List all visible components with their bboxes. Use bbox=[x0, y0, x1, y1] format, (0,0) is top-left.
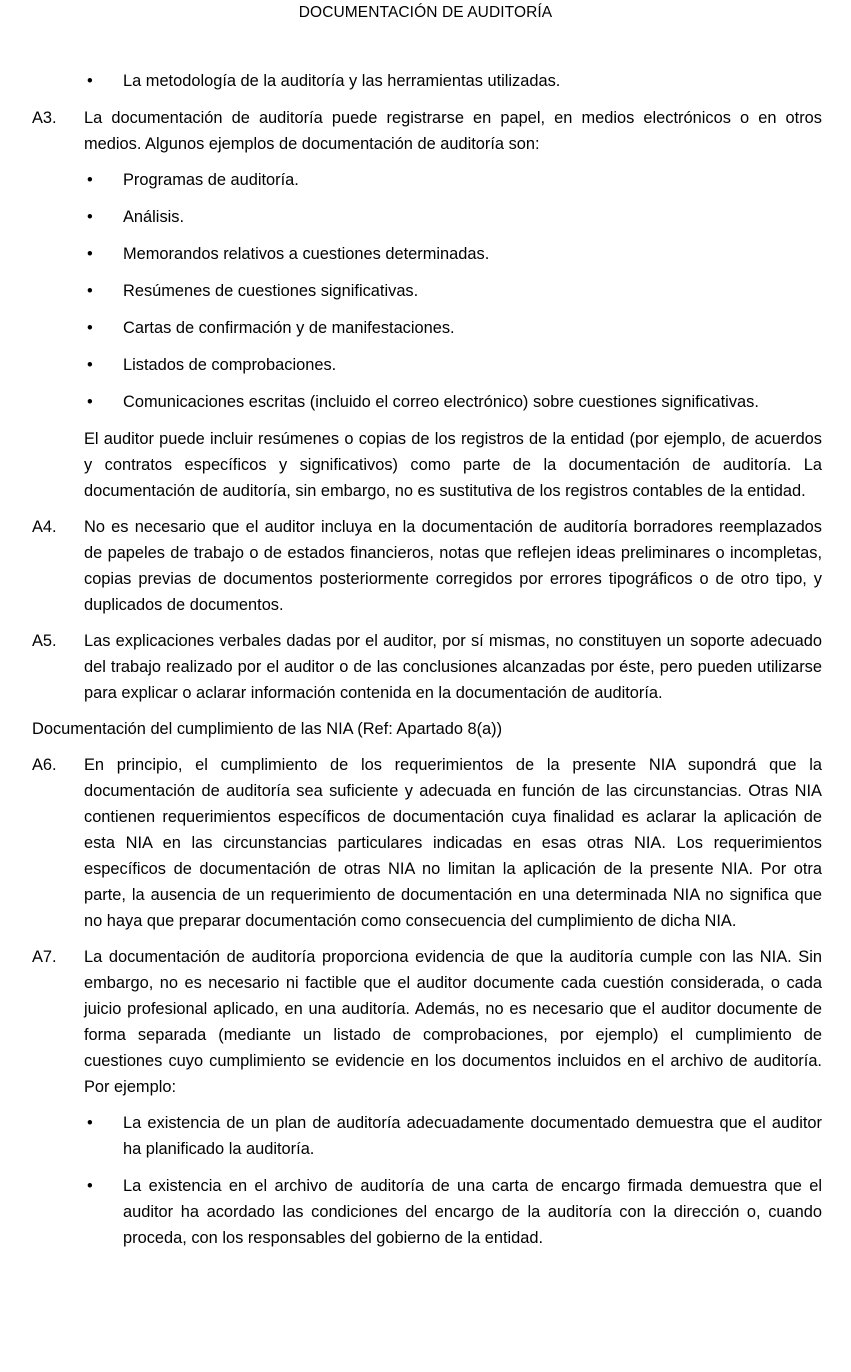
paragraph-number: A6. bbox=[32, 756, 57, 774]
bullet-text: La existencia de un plan de auditoría adecuadamente documentado demuestra que el auditor ha planificado la auditoría. bbox=[123, 1114, 822, 1158]
document-body bbox=[32, 68, 822, 1262]
paragraph-a5 bbox=[32, 628, 822, 706]
paragraph-text: No es necesario que el auditor incluya en la documentación de auditoría borradores reemplazados de papeles de trabajo o de estados financieros, notas que reflejen ideas preliminares o incompletas, copias previas de documentos posteriormente corregidos por errores tipográficos o de otro tipo, y duplicados de documentos. bbox=[84, 518, 822, 614]
bullet-icon: • bbox=[87, 1177, 93, 1195]
bullet-icon: • bbox=[87, 356, 93, 374]
a3-bullet-item bbox=[32, 241, 822, 267]
section-heading bbox=[32, 716, 822, 742]
page-header-title: DOCUMENTACIÓN DE AUDITORÍA bbox=[298, 4, 553, 21]
paragraph-number: A7. bbox=[32, 948, 57, 966]
bullet-icon: • bbox=[87, 245, 93, 263]
bullet-icon: • bbox=[87, 1114, 93, 1132]
paragraph-a4 bbox=[32, 514, 822, 618]
a3-bullet-item bbox=[32, 204, 822, 230]
paragraph-a3 bbox=[32, 105, 822, 157]
bullet-text: Listados de comprobaciones. bbox=[123, 356, 337, 374]
paragraph-text: En principio, el cumplimiento de los requerimientos de la presente NIA supondrá que la documentación de auditoría sea suficiente y adecuada en función de las circunstancias. Otras NIA contienen requerimientos específicos de documentación cuya finalidad es aclarar la aplicación de esta NIA en las circunstancias particulares indicadas en esas otras NIA. Los requerimientos específicos de documentación de otras NIA no limitan la aplicación de la presente NIA. Por otra parte, la ausencia de un requerimiento de documentación en una determinada NIA no significa que no haya que preparar documentación como consecuencia del cumplimiento de dicha NIA. bbox=[84, 756, 822, 930]
bullet-text: Cartas de confirmación y de manifestaciones. bbox=[123, 319, 455, 337]
bullet-text: Análisis. bbox=[123, 208, 185, 226]
paragraph-a7 bbox=[32, 944, 822, 1100]
bullet-text: La existencia en el archivo de auditoría de una carta de encargo firmada demuestra que el auditor ha acordado las condiciones del encargo de la auditoría con la dirección o, cuando proceda, con los responsables del gobierno de la entidad. bbox=[123, 1177, 822, 1247]
paragraph-number: A4. bbox=[32, 518, 57, 536]
bullet-text: Memorandos relativos a cuestiones determinadas. bbox=[123, 245, 490, 263]
bullet-text: Comunicaciones escritas (incluido el correo electrónico) sobre cuestiones significativas. bbox=[123, 393, 759, 411]
bullet-icon: • bbox=[87, 393, 93, 411]
paragraph-a6 bbox=[32, 752, 822, 934]
bullet-icon: • bbox=[87, 208, 93, 226]
bullet-icon: • bbox=[87, 72, 93, 90]
bullet-icon: • bbox=[87, 171, 93, 189]
intro-bullet-item bbox=[32, 68, 822, 94]
paragraph-text: Las explicaciones verbales dadas por el auditor, por sí mismas, no constituyen un soporte adecuado del trabajo realizado por el auditor o de las conclusiones alcanzadas por éste, pero pueden utilizarse para explicar o aclarar información contenida en la documentación de auditoría. bbox=[84, 632, 822, 702]
paragraph-number: A5. bbox=[32, 632, 57, 650]
a7-bullet-item bbox=[32, 1173, 822, 1251]
bullet-icon: • bbox=[87, 319, 93, 337]
page-header bbox=[0, 4, 851, 22]
bullet-text: Resúmenes de cuestiones significativas. bbox=[123, 282, 419, 300]
bullet-icon: • bbox=[87, 282, 93, 300]
paragraph-a3-continuation bbox=[32, 426, 822, 504]
paragraph-text: La documentación de auditoría puede registrarse en papel, en medios electrónicos o en otros medios. Algunos ejemplos de documentación de auditoría son: bbox=[84, 109, 822, 153]
a3-bullet-item bbox=[32, 315, 822, 341]
a3-bullet-item bbox=[32, 389, 822, 415]
section-heading-text: Documentación del cumplimiento de las NIA (Ref: Apartado 8(a)) bbox=[32, 720, 503, 738]
bullet-text: Programas de auditoría. bbox=[123, 171, 299, 189]
paragraph-number: A3. bbox=[32, 109, 57, 127]
a3-bullet-item bbox=[32, 278, 822, 304]
a3-bullet-item bbox=[32, 167, 822, 193]
paragraph-text: La documentación de auditoría proporciona evidencia de que la auditoría cumple con las NIA. Sin embargo, no es necesario ni factible que el auditor documente cada cuestión considerada, o cada juicio profesional aplicado, en una auditoría. Además, no es necesario que el auditor documente de forma separada (mediante un listado de comprobaciones, por ejemplo) el cumplimiento de cuestiones cuyo cumplimiento se evidencie en los documentos incluidos en el archivo de auditoría. Por ejemplo: bbox=[84, 948, 822, 1096]
a7-bullet-item bbox=[32, 1110, 822, 1162]
a3-bullet-item bbox=[32, 352, 822, 378]
bullet-text: La metodología de la auditoría y las herramientas utilizadas. bbox=[123, 72, 561, 90]
paragraph-text: El auditor puede incluir resúmenes o copias de los registros de la entidad (por ejemplo, de acuerdos y contratos específicos y significativos) como parte de la documentación de auditoría. La documentación de auditoría, sin embargo, no es sustitutiva de los registros contables de la entidad. bbox=[84, 430, 822, 500]
